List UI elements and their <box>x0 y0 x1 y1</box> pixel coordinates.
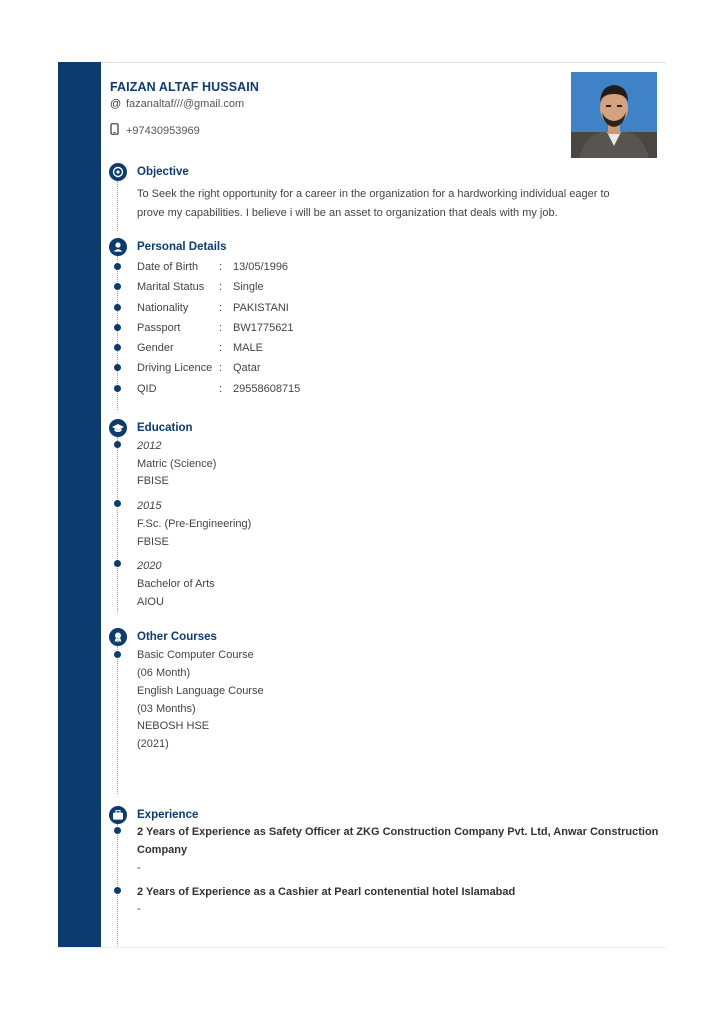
detail-label: Date of Birth <box>137 261 199 273</box>
timeline-dot <box>114 283 121 290</box>
courses-timeline <box>117 646 118 794</box>
detail-row <box>137 383 300 395</box>
detail-label: Passport <box>137 322 181 334</box>
experience-detail: - <box>137 862 141 874</box>
detail-row <box>137 362 261 374</box>
timeline-dot <box>114 887 121 894</box>
education-board: FBISE <box>137 536 169 548</box>
phone-icon <box>110 123 126 138</box>
education-heading: Education <box>137 422 193 434</box>
course-line: (2021) <box>137 738 169 750</box>
timeline-dot <box>114 651 121 658</box>
timeline-dot <box>114 324 121 331</box>
course-line: (06 Month) <box>137 667 191 679</box>
detail-label: Nationality <box>137 302 189 314</box>
phone-text: +97430953969 <box>126 124 200 137</box>
detail-separator: : <box>219 342 223 354</box>
course-line: (03 Months) <box>137 703 196 715</box>
objective-timeline <box>117 181 118 231</box>
objective-line-1: To Seek the right opportunity for a career in the organization for a hardworking individual eager to <box>137 188 610 200</box>
detail-row <box>137 342 263 354</box>
sidebar-band <box>58 62 101 948</box>
timeline-dot <box>114 304 121 311</box>
target-icon <box>109 163 127 181</box>
detail-separator: : <box>219 362 223 374</box>
timeline-dot <box>114 263 121 270</box>
timeline-dot <box>114 441 121 448</box>
detail-label: Gender <box>137 342 174 354</box>
person-icon <box>109 238 127 256</box>
profile-photo <box>571 72 657 158</box>
personal-heading: Personal Details <box>137 241 227 253</box>
detail-row <box>137 302 289 314</box>
timeline-dot <box>114 500 121 507</box>
detail-value: 29558608715 <box>233 383 301 395</box>
course-line: Basic Computer Course <box>137 649 254 661</box>
detail-value: BW1775621 <box>233 322 294 334</box>
education-board: AIOU <box>137 596 164 608</box>
page-top-border <box>58 62 666 63</box>
education-board: FBISE <box>137 475 169 487</box>
timeline-dot <box>114 560 121 567</box>
education-year: 2020 <box>137 560 162 572</box>
email-row <box>110 98 244 110</box>
detail-label: QID <box>137 383 157 395</box>
education-degree: Bachelor of Arts <box>137 578 215 590</box>
detail-value: PAKISTANI <box>233 302 289 314</box>
timeline-dot <box>114 344 121 351</box>
detail-value: Qatar <box>233 362 261 374</box>
objective-heading: Objective <box>137 166 189 178</box>
detail-separator: : <box>219 261 223 273</box>
certificate-icon <box>109 628 127 646</box>
detail-separator: : <box>219 281 223 293</box>
objective-line-2: prove my capabilities. I believe i will be an asset to organization that deals with my job. <box>137 207 558 219</box>
detail-row <box>137 261 288 273</box>
education-degree: F.Sc. (Pre-Engineering) <box>137 518 252 530</box>
experience-timeline <box>117 824 118 946</box>
detail-label: Driving Licence <box>137 362 213 374</box>
experience-title: 2 Years of Experience as a Cashier at Pearl contenential hotel Islamabad <box>137 886 516 898</box>
graduation-cap-icon <box>109 419 127 437</box>
email-text: fazanaltaf///@gmail.com <box>126 98 245 110</box>
objective-text <box>137 185 657 223</box>
education-degree: Matric (Science) <box>137 458 217 470</box>
education-timeline <box>117 437 118 613</box>
detail-label: Marital Status <box>137 281 205 293</box>
course-line: English Language Course <box>137 685 264 697</box>
detail-separator: : <box>219 302 223 314</box>
course-line: NEBOSH HSE <box>137 720 210 732</box>
courses-heading: Other Courses <box>137 631 217 643</box>
detail-row <box>137 281 264 293</box>
education-year: 2015 <box>137 500 162 512</box>
timeline-dot <box>114 385 121 392</box>
detail-row <box>137 322 294 334</box>
candidate-name: FAIZAN ALTAF HUSSAIN <box>110 80 259 94</box>
detail-separator: : <box>219 322 223 334</box>
experience-heading: Experience <box>137 809 199 821</box>
page-bottom-border <box>58 947 666 948</box>
experience-detail: - <box>137 903 141 915</box>
detail-value: MALE <box>233 342 263 354</box>
timeline-dot <box>114 364 121 371</box>
timeline-dot <box>114 827 121 834</box>
at-icon: @ <box>110 98 122 110</box>
detail-value: 13/05/1996 <box>233 261 289 273</box>
experience-title: 2 Years of Experience as Safety Officer at ZKG Construction Company Pvt. Ltd, Anwar Construction <box>137 826 659 838</box>
briefcase-icon <box>109 806 127 824</box>
detail-separator: : <box>219 383 223 395</box>
detail-value: Single <box>233 281 264 293</box>
phone-row <box>110 123 200 138</box>
experience-title-cont: Company <box>137 844 188 856</box>
education-year: 2012 <box>137 440 162 452</box>
